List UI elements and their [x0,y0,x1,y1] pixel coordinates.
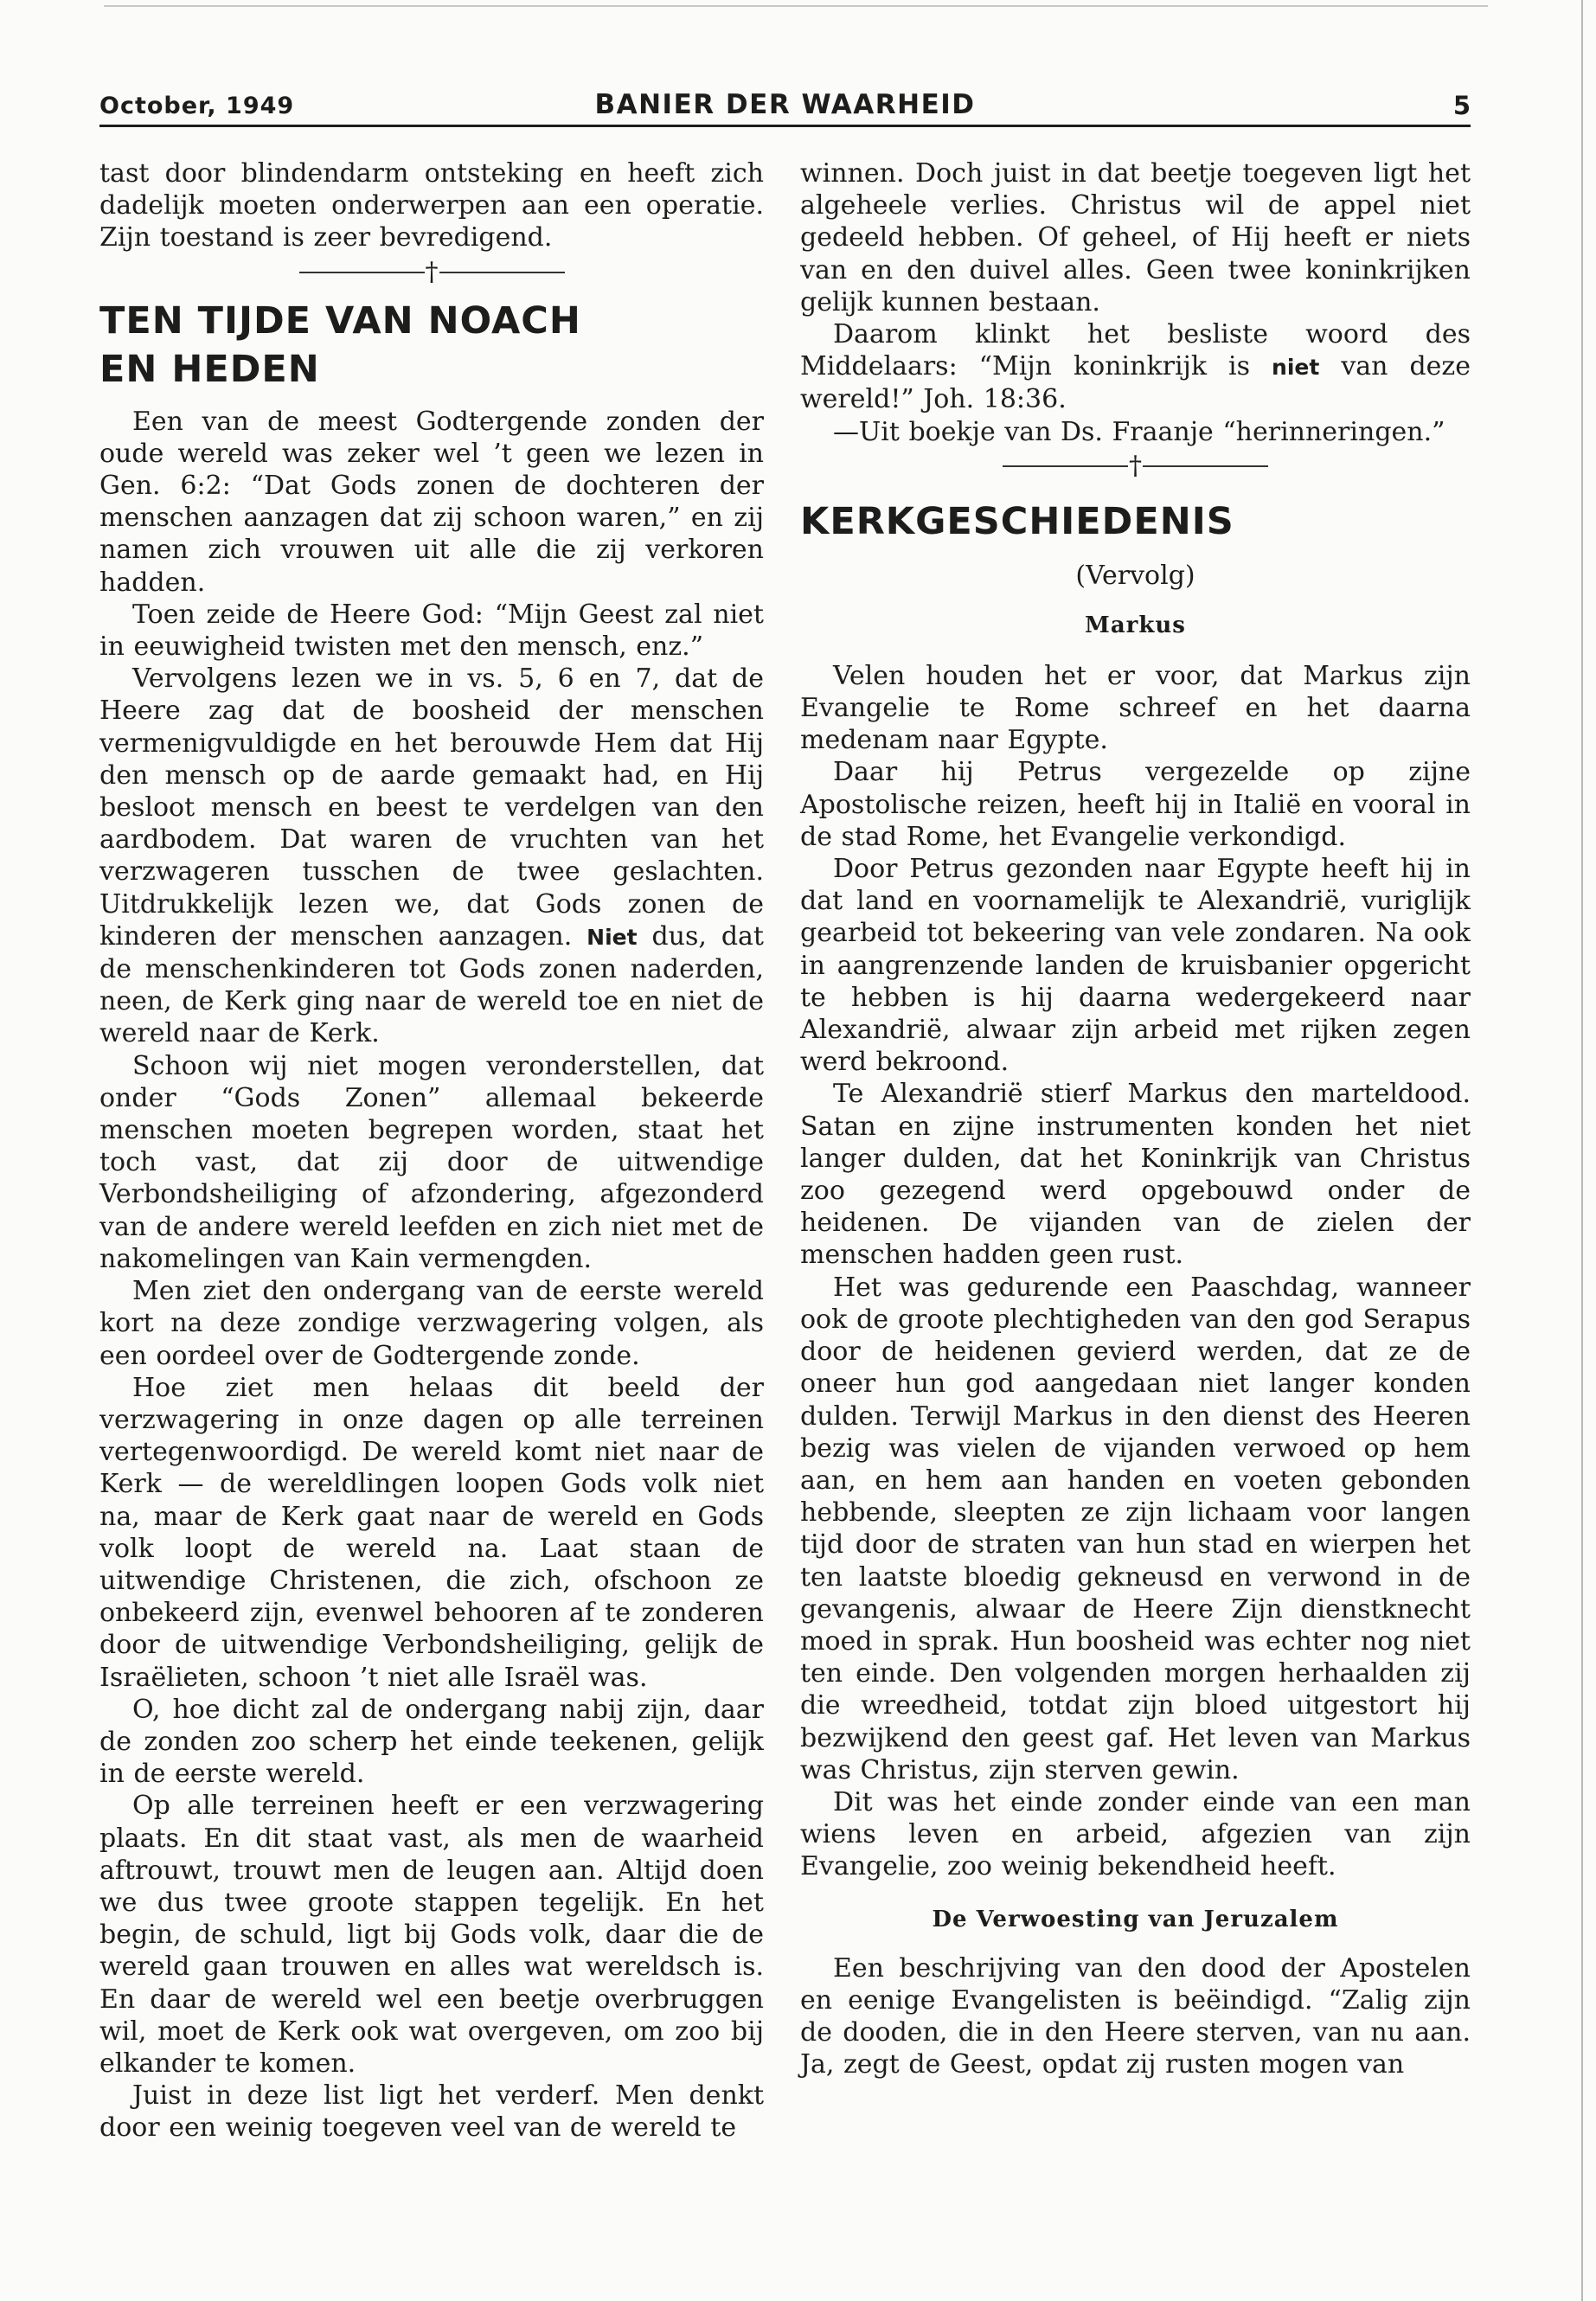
article-title-line: TEN TIJDE VAN NOACH [99,298,581,343]
article-paragraph: Hoe ziet men helaas dit beeld der verzwagering in onze dagen op alle terreinen vertegenwoordigd. De wereld komt niet naar de Kerk — de wereldlingen loopen Gods volk niet na, maar de Kerk gaat naar de wereld en Gods volk loopt de wereld na. Laat staan de uitwendige Christenen, die zich, ofschoon ze onbekeerd zijn, evenwel behooren af te zonderen door de uitwendige Verbondsheiliging, gelijk de Israëlieten, schoon ’t niet alle Israël was. [99,1372,764,1693]
paragraph-text: dus, dat de menschenkinderen tot Gods zonen naderden, neen, de Kerk ging naar de wereld toe en niet de wereld naar de Kerk. [99,920,764,1049]
separator-line [1143,465,1268,467]
page-header [99,89,1471,124]
quote-paragraph [800,318,1471,416]
left-column [99,157,764,2144]
separator-line [1003,465,1128,467]
paragraph-text: Daarom klinkt het besliste woord des Middelaars: “Mijn koninkrijk is [800,319,1471,382]
intro-paragraph: tast door blindendarm ontsteking en heeft zich dadelijk moeten onderwerpen aan een operatie. Zijn toestand is zeer bevredigend. [99,158,764,253]
page-number: 5 [1452,91,1471,120]
article-paragraph: Juist in deze list ligt het verderf. Men denkt door een weinig toegeven veel van de wereld te [99,2080,764,2144]
section-heading-verwoesting: De Verwoesting van Jeruzalem [932,1906,1339,1932]
article-paragraph: Het was gedurende een Paaschdag, wanneer ook de groote plechtigheden van den god Serapus door de heidenen gevierd werden, dat ze de oneer hun god aangedaan niet langer konden dulden. Terwijl Markus in den dienst des Heeren bezig was vielen de vijanden verwoed op hem aan, en hem aan handen en voeten gebonden hebbende, sleepten ze zijn lichaam voor langen tijd door de straten van hun stad en wierpen het ten laatste bloedig gekneusd en verwond in de gevangenis, alwaar de Heere Zijn dienstknecht moed in sprak. Hun boosheid was echter nog niet ten einde. Den volgenden morgen herhaalden zij die wreedheid, totdat zijn bloed uitgestort hij bezwijkend den geest gaf. Het leven van Markus was Christus, zijn sterven gewin. [800,1272,1471,1785]
cross-icon: † [425,256,439,287]
article-paragraph: O, hoe dicht zal de ondergang nabij zijn, daar de zonden zoo scherp het einde teekenen, gelijk in de eerste wereld. [99,1694,764,1790]
section-separator [800,448,1471,484]
article-paragraph: Schoon wij niet mogen veronderstellen, dat onder “Gods Zonen” allemaal bekeerde menschen moeten begrepen worden, staat het toch vast, dat zij door de uitwendige Verbondsheiliging of afzondering, afgezonderd van de andere wereld leefden en zich niet met de nakomelingen van Kain vermengden. [99,1050,764,1274]
separator-line [299,272,425,273]
article-paragraph: Op alle terreinen heeft er een verzwagering plaats. En dit staat vast, als men de waarheid aftrouwt, trouwt men de leugen aan. Altijd doen we dus twee groote stappen tegelijk. En het begin, de schuld, ligt bij Gods volk, daar die de wereld gaan trouwen en alles wat wereldsch is. En daar de wereld wel een beetje overbruggen wil, moet de Kerk ook wat overgeven, om zoo bij elkander te komen. [99,1791,764,2079]
article-title-noach [99,297,764,394]
article-title-line: EN HEDEN [99,347,320,391]
article-paragraph: Een van de meest Godtergende zonden der oude wereld was zeker wel ’t geen we lezen in Gen. 6:2: “Dat Gods zonen de dochteren der menschen aanzagen dat zij schoon waren,” en zij namen zich vrouwen uit alle die zij verkoren hadden. [99,406,764,598]
section-separator [99,254,764,290]
article-paragraph [99,663,764,1049]
bold-word: niet [1272,355,1320,381]
bold-word: Niet [586,924,638,950]
article-paragraph: Velen houden het er voor, dat Markus zijn Evangelie te Rome schreef en het daarna medenam naar Egypte. [800,660,1471,756]
article-subtitle: (Vervolg) [1075,560,1195,591]
publication-title: BANIER DER WAARHEID [594,89,976,120]
separator-line [439,272,565,273]
article-paragraph: Door Petrus gezonden naar Egypte heeft hij in dat land en voornamelijk te Alexandrië, vuriglijk gearbeid tot bekeering van vele zondaren. Na ook in aangrenzende landen de kruisbanier opgericht te hebben is hij daarna wedergekeerd naar Alexandrië, alwaar zijn arbeid met rijken zegen werd bekroond. [800,854,1471,1078]
article-title-kerkgeschiedenis: KERKGESCHIEDENIS [800,499,1234,543]
right-edge-rule [1581,0,1583,2301]
header-rule [99,125,1471,127]
article-paragraph: Te Alexandrië stierf Markus den marteldood. Satan en zijne instrumenten konden het niet langer dulden, dat het Koninkrijk van Christus zoo gezegend werd opgebouwd onder de heidenen. De vijanden van de zielen der menschen hadden geen rust. [800,1079,1471,1271]
article-paragraph: Toen zeide de Heere God: “Mijn Geest zal niet in eeuwigheid twisten met den mensch, enz.” [99,599,764,663]
article-paragraph: Een beschrijving van den dood der Apostelen en eenige Evangelisten is beëindigd. “Zalig zijn de dooden, die in den Heere sterven, van nu aan. Ja, zegt de Geest, opdat zij rusten mogen van [800,1952,1471,2080]
article-paragraph: Men ziet den ondergang van de eerste wereld kort na deze zondige verzwagering volgen, als een oordeel over de Godtergende zonde. [99,1276,764,1371]
article-paragraph: Daar hij Petrus vergezelde op zijne Apostolische reizen, heeft hij in Italië en vooral in de stad Rome, het Evangelie verkondigd. [800,757,1471,852]
source-attribution: —Uit boekje van Ds. Fraanje “herinneringen.” [833,416,1445,447]
continuation-paragraph: winnen. Doch juist in dat beetje toegeven ligt het algeheele verlies. Christus wil de appel niet gedeeld hebben. Of geheel, of Hij heeft er niets van en den duivel alles. Geen twee koninkrijken gelijk kunnen bestaan. [800,158,1471,317]
cross-icon: † [1129,450,1142,481]
issue-date: October, 1949 [99,93,295,119]
paragraph-text: van deze wereld!” Joh. 18:36. [800,351,1471,415]
section-heading-markus: Markus [1085,612,1186,638]
paragraph-text: Vervolgens lezen we in vs. 5, 6 en 7, dat de Heere zag dat de boosheid der menschen vermenigvuldigde en het berouwde Hem dat Hij den mensch op de aarde gemaakt had, en Hij besloot mensch en beest te verdelgen van den aardbodem. Dat waren de vruchten van het verzwageren tusschen de twee geslachten. Uitdrukkelijk lezen we, dat Gods zonen de kinderen der menschen aanzagen. [99,663,764,952]
article-paragraph: Dit was het einde zonder einde van een man wiens leven en arbeid, afgezien van zijn Evangelie, zoo weinig bekendheid heeft. [800,1786,1471,1882]
right-column [800,157,1471,2080]
top-edge-rule [104,5,1488,7]
